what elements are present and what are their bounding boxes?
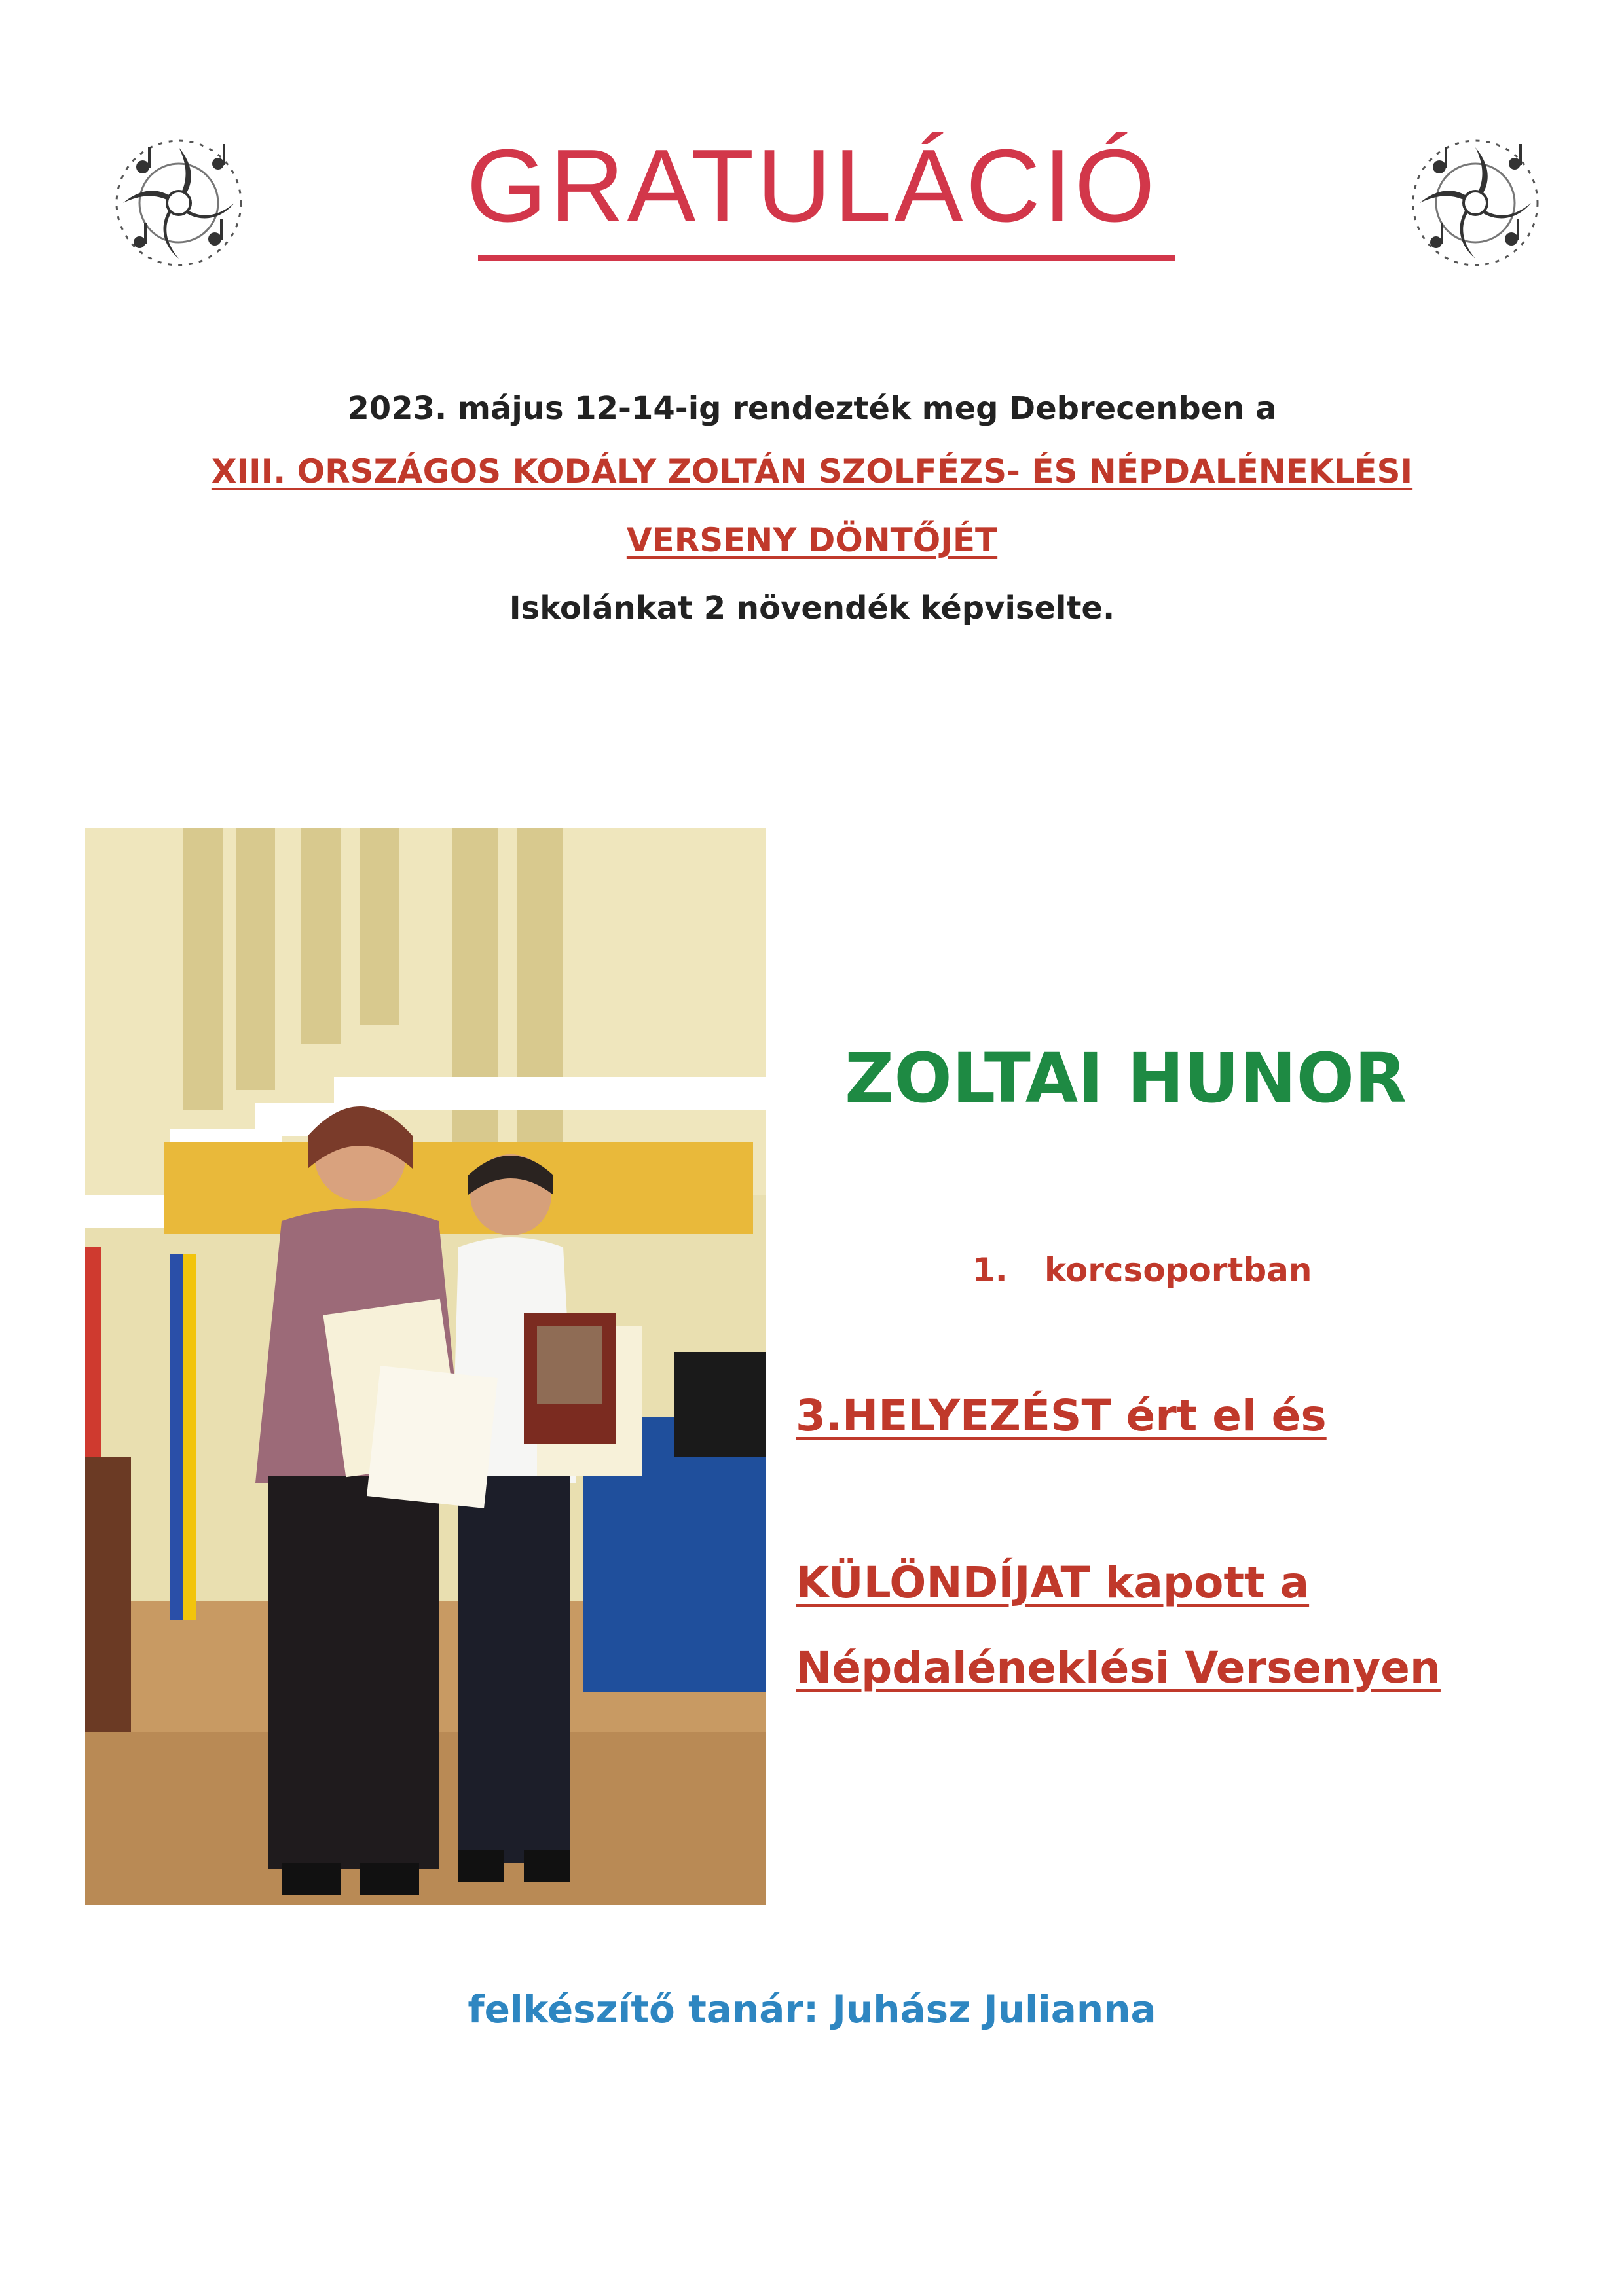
title-underline <box>478 255 1175 261</box>
event-name-line-2: VERSENY DÖNTŐJÉT <box>626 521 998 559</box>
special-prize-line-2: Népdaléneklési Versenyen <box>796 1643 1441 1693</box>
award-photo <box>85 828 766 1905</box>
intro-line: 2023. május 12-14-ig rendezték meg Debrecenben a <box>347 390 1277 427</box>
age-group-number: 1. <box>972 1251 1008 1289</box>
teacher-line: felkészítő tanár: Juhász Julianna <box>468 1987 1156 2032</box>
special-prize-line-1: KÜLÖNDÍJAT kapott a <box>796 1558 1310 1608</box>
age-group <box>972 1251 1312 1289</box>
representation-line: Iskolánkat 2 növendék képviselte. <box>509 590 1115 627</box>
event-name-line-1: XIII. ORSZÁGOS KODÁLY ZOLTÁN SZOLFÉZS- ÉS NÉPDALÉNEKLÉSI <box>211 452 1413 490</box>
placement-line: 3.HELYEZÉST ért el és <box>796 1391 1327 1441</box>
student-name: ZOLTAI HUNOR <box>845 1038 1407 1118</box>
page-title: GRATULÁCIÓ <box>466 128 1158 244</box>
age-group-text: korcsoportban <box>1044 1251 1312 1289</box>
